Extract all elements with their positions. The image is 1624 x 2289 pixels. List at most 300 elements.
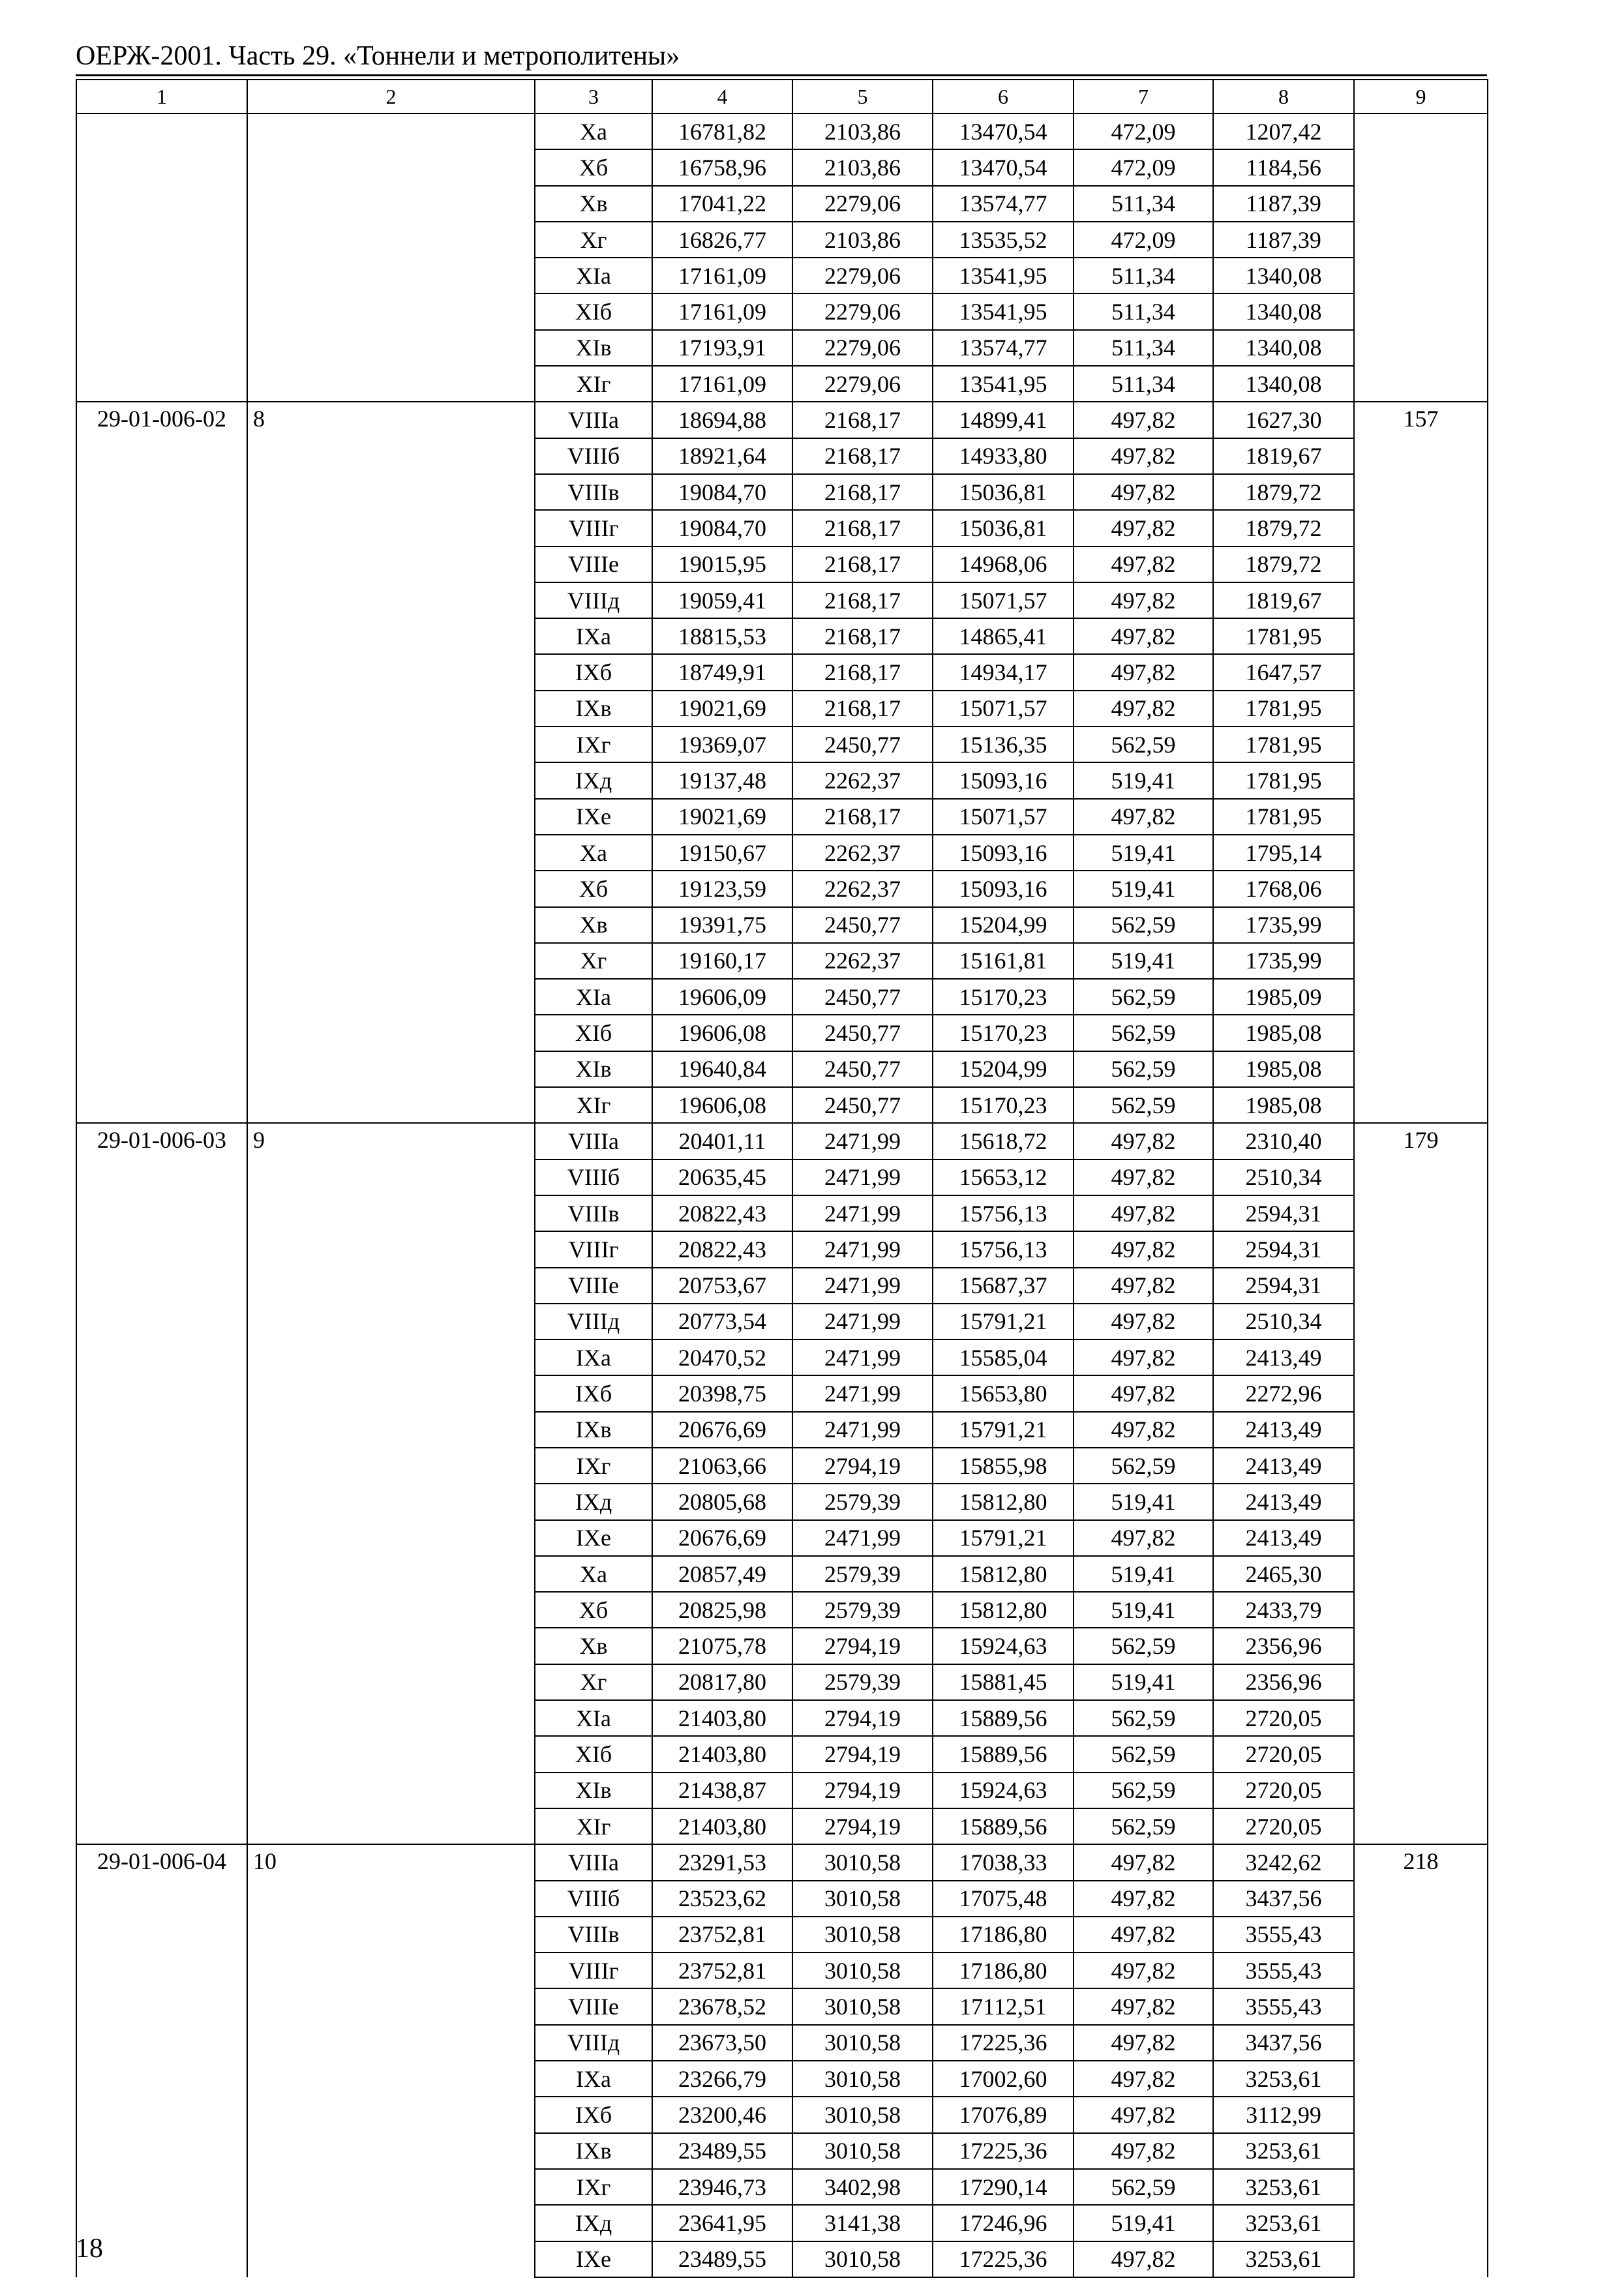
value-cell: 497,82 <box>1074 1520 1213 1556</box>
value-cell: 1879,72 <box>1213 510 1354 546</box>
value-cell: 2356,96 <box>1213 1628 1354 1664</box>
rate-code-cell <box>76 113 247 402</box>
category-cell: XIг <box>535 366 652 402</box>
value-cell: 497,82 <box>1074 799 1213 835</box>
value-cell: 497,82 <box>1074 1375 1213 1411</box>
value-cell: 15170,23 <box>933 979 1074 1015</box>
value-cell: 19640,84 <box>652 1051 792 1087</box>
value-cell: 2262,37 <box>792 943 933 979</box>
value-cell: 3253,61 <box>1213 2241 1354 2277</box>
value-cell: 1207,42 <box>1213 113 1354 149</box>
value-cell: 15924,63 <box>933 1628 1074 1664</box>
value-cell: 2594,31 <box>1213 1268 1354 1304</box>
category-cell: XIв <box>535 1773 652 1808</box>
value-cell: 15756,13 <box>933 1195 1074 1231</box>
value-cell: 2168,17 <box>792 402 933 438</box>
value-cell: 519,41 <box>1074 943 1213 979</box>
category-cell: VIIIб <box>535 438 652 474</box>
value-cell: 2450,77 <box>792 726 933 762</box>
value-cell: 15071,57 <box>933 799 1074 835</box>
table-row <box>76 113 1488 149</box>
value-cell: 23489,55 <box>652 2133 792 2169</box>
value-cell: 1735,99 <box>1213 943 1354 979</box>
value-cell: 2413,49 <box>1213 1448 1354 1484</box>
value-cell: 19606,09 <box>652 979 792 1015</box>
value-cell: 15756,13 <box>933 1231 1074 1267</box>
value-cell: 17161,09 <box>652 258 792 293</box>
value-cell: 14865,41 <box>933 618 1074 654</box>
value-cell: 15924,63 <box>933 1773 1074 1808</box>
value-cell: 19391,75 <box>652 907 792 943</box>
value-cell: 15889,56 <box>933 1700 1074 1736</box>
value-cell: 3010,58 <box>792 2241 933 2277</box>
value-cell: 15585,04 <box>933 1339 1074 1375</box>
value-cell: 2594,31 <box>1213 1231 1354 1267</box>
value-cell: 562,59 <box>1074 1808 1213 1844</box>
value-cell: 14899,41 <box>933 402 1074 438</box>
category-cell: XIг <box>535 1808 652 1844</box>
value-cell: 15093,16 <box>933 871 1074 906</box>
value-cell: 497,82 <box>1074 1881 1213 1917</box>
value-cell: 2579,39 <box>792 1556 933 1592</box>
value-cell: 23266,79 <box>652 2061 792 2097</box>
value-cell: 3253,61 <box>1213 2133 1354 2169</box>
table-row <box>76 1844 1488 1880</box>
value-cell: 497,82 <box>1074 654 1213 690</box>
value-cell: 519,41 <box>1074 2205 1213 2241</box>
value-cell: 497,82 <box>1074 510 1213 546</box>
value-cell: 1735,99 <box>1213 907 1354 943</box>
value-cell: 1627,30 <box>1213 402 1354 438</box>
value-cell: 2794,19 <box>792 1628 933 1664</box>
value-cell: 562,59 <box>1074 1087 1213 1123</box>
value-cell: 19084,70 <box>652 510 792 546</box>
category-cell: XIб <box>535 1736 652 1772</box>
value-cell: 17161,09 <box>652 366 792 402</box>
value-cell: 15791,21 <box>933 1304 1074 1339</box>
category-cell: XIб <box>535 1015 652 1051</box>
value-cell: 17161,09 <box>652 293 792 329</box>
value-cell: 18694,88 <box>652 402 792 438</box>
value-cell: 15204,99 <box>933 1051 1074 1087</box>
category-cell: XIa <box>535 979 652 1015</box>
total-cell: 179 <box>1354 1123 1488 1844</box>
value-cell: 20857,49 <box>652 1556 792 1592</box>
category-cell: Xг <box>535 222 652 258</box>
value-cell: 13574,77 <box>933 330 1074 366</box>
column-number: 8 <box>1213 80 1354 113</box>
value-cell: 1819,67 <box>1213 582 1354 618</box>
value-cell: 21403,80 <box>652 1808 792 1844</box>
category-cell: XIб <box>535 293 652 329</box>
value-cell: 1340,08 <box>1213 330 1354 366</box>
category-cell: IXг <box>535 726 652 762</box>
value-cell: 19150,67 <box>652 835 792 871</box>
category-cell: Xг <box>535 1664 652 1700</box>
value-cell: 497,82 <box>1074 1917 1213 1952</box>
value-cell: 472,09 <box>1074 113 1213 149</box>
value-cell: 21063,66 <box>652 1448 792 1484</box>
value-cell: 1985,08 <box>1213 1051 1354 1087</box>
category-cell: Xг <box>535 943 652 979</box>
value-cell: 1781,95 <box>1213 618 1354 654</box>
column-number: 6 <box>933 80 1074 113</box>
value-cell: 3010,58 <box>792 1881 933 1917</box>
value-cell: 3402,98 <box>792 2169 933 2205</box>
value-cell: 15071,57 <box>933 582 1074 618</box>
column-number: 1 <box>76 80 247 113</box>
value-cell: 17041,22 <box>652 186 792 222</box>
value-cell: 17225,36 <box>933 2133 1074 2169</box>
value-cell: 1781,95 <box>1213 762 1354 798</box>
value-cell: 2262,37 <box>792 835 933 871</box>
value-cell: 2310,40 <box>1213 1123 1354 1159</box>
value-cell: 15204,99 <box>933 907 1074 943</box>
value-cell: 20817,80 <box>652 1664 792 1700</box>
value-cell: 2450,77 <box>792 1087 933 1123</box>
value-cell: 2262,37 <box>792 762 933 798</box>
value-cell: 13541,95 <box>933 366 1074 402</box>
value-cell: 1768,06 <box>1213 871 1354 906</box>
value-cell: 19369,07 <box>652 726 792 762</box>
category-cell: VIIIд <box>535 582 652 618</box>
value-cell: 17076,89 <box>933 2097 1074 2132</box>
value-cell: 562,59 <box>1074 1773 1213 1808</box>
category-cell: IXд <box>535 762 652 798</box>
value-cell: 2168,17 <box>792 474 933 510</box>
value-cell: 20825,98 <box>652 1592 792 1628</box>
value-cell: 3010,58 <box>792 1844 933 1880</box>
page-number: 18 <box>76 2234 103 2264</box>
category-cell: VIIIa <box>535 402 652 438</box>
value-cell: 2103,86 <box>792 149 933 185</box>
value-cell: 19160,17 <box>652 943 792 979</box>
value-cell: 17193,91 <box>652 330 792 366</box>
category-cell: VIIIa <box>535 1123 652 1159</box>
value-cell: 20822,43 <box>652 1231 792 1267</box>
item-number-cell: 9 <box>247 1123 535 1844</box>
category-cell: IXб <box>535 2097 652 2132</box>
value-cell: 497,82 <box>1074 2061 1213 2097</box>
value-cell: 20822,43 <box>652 1195 792 1231</box>
category-cell: IXa <box>535 1339 652 1375</box>
value-cell: 497,82 <box>1074 1339 1213 1375</box>
value-cell: 20805,68 <box>652 1484 792 1519</box>
value-cell: 13574,77 <box>933 186 1074 222</box>
value-cell: 3010,58 <box>792 2061 933 2097</box>
value-cell: 519,41 <box>1074 762 1213 798</box>
value-cell: 15855,98 <box>933 1448 1074 1484</box>
value-cell: 497,82 <box>1074 402 1213 438</box>
value-cell: 3010,58 <box>792 1917 933 1952</box>
category-cell: Xб <box>535 1592 652 1628</box>
value-cell: 23752,81 <box>652 1917 792 1952</box>
value-cell: 13541,95 <box>933 258 1074 293</box>
value-cell: 2471,99 <box>792 1520 933 1556</box>
value-cell: 3141,38 <box>792 2205 933 2241</box>
value-cell: 3010,58 <box>792 2097 933 2132</box>
value-cell: 1340,08 <box>1213 258 1354 293</box>
value-cell: 2413,49 <box>1213 1520 1354 1556</box>
value-cell: 2465,30 <box>1213 1556 1354 1592</box>
value-cell: 2279,06 <box>792 330 933 366</box>
value-cell: 2579,39 <box>792 1592 933 1628</box>
value-cell: 511,34 <box>1074 293 1213 329</box>
value-cell: 2794,19 <box>792 1700 933 1736</box>
value-cell: 497,82 <box>1074 1844 1213 1880</box>
category-cell: XIг <box>535 1087 652 1123</box>
value-cell: 497,82 <box>1074 691 1213 726</box>
value-cell: 21403,80 <box>652 1736 792 1772</box>
value-cell: 2450,77 <box>792 979 933 1015</box>
column-number-row <box>76 80 1488 113</box>
rates-table <box>76 79 1488 2278</box>
category-cell: XIa <box>535 1700 652 1736</box>
value-cell: 2272,96 <box>1213 1375 1354 1411</box>
value-cell: 2579,39 <box>792 1664 933 1700</box>
category-cell: IXе <box>535 799 652 835</box>
value-cell: 2794,19 <box>792 1736 933 1772</box>
value-cell: 2720,05 <box>1213 1773 1354 1808</box>
value-cell: 1985,08 <box>1213 1015 1354 1051</box>
value-cell: 2510,34 <box>1213 1304 1354 1339</box>
value-cell: 2433,79 <box>1213 1592 1354 1628</box>
value-cell: 519,41 <box>1074 1592 1213 1628</box>
value-cell: 20398,75 <box>652 1375 792 1411</box>
value-cell: 2579,39 <box>792 1484 933 1519</box>
value-cell: 2450,77 <box>792 1015 933 1051</box>
category-cell: IXв <box>535 2133 652 2169</box>
category-cell: VIIIв <box>535 1917 652 1952</box>
value-cell: 3010,58 <box>792 1988 933 2024</box>
value-cell: 17002,60 <box>933 2061 1074 2097</box>
value-cell: 2794,19 <box>792 1773 933 1808</box>
value-cell: 2471,99 <box>792 1304 933 1339</box>
value-cell: 15093,16 <box>933 835 1074 871</box>
value-cell: 21075,78 <box>652 1628 792 1664</box>
value-cell: 3437,56 <box>1213 2025 1354 2061</box>
value-cell: 511,34 <box>1074 258 1213 293</box>
category-cell: VIIIб <box>535 1881 652 1917</box>
rate-code-cell: 29-01-006-02 <box>76 402 247 1123</box>
value-cell: 2413,49 <box>1213 1412 1354 1448</box>
value-cell: 2471,99 <box>792 1268 933 1304</box>
value-cell: 497,82 <box>1074 546 1213 582</box>
value-cell: 2720,05 <box>1213 1736 1354 1772</box>
rates-table-container <box>76 79 1487 2278</box>
value-cell: 497,82 <box>1074 1268 1213 1304</box>
value-cell: 23673,50 <box>652 2025 792 2061</box>
value-cell: 2720,05 <box>1213 1808 1354 1844</box>
value-cell: 497,82 <box>1074 474 1213 510</box>
value-cell: 2103,86 <box>792 113 933 149</box>
value-cell: 2168,17 <box>792 582 933 618</box>
value-cell: 19021,69 <box>652 799 792 835</box>
value-cell: 15812,80 <box>933 1556 1074 1592</box>
value-cell: 15812,80 <box>933 1484 1074 1519</box>
total-cell: 218 <box>1354 1844 1488 2277</box>
value-cell: 18921,64 <box>652 438 792 474</box>
value-cell: 21438,87 <box>652 1773 792 1808</box>
value-cell: 17225,36 <box>933 2241 1074 2277</box>
value-cell: 497,82 <box>1074 2241 1213 2277</box>
table-row <box>76 1123 1488 1159</box>
value-cell: 511,34 <box>1074 186 1213 222</box>
value-cell: 511,34 <box>1074 330 1213 366</box>
category-cell: VIIIе <box>535 1988 652 2024</box>
category-cell: VIIIa <box>535 1844 652 1880</box>
value-cell: 2471,99 <box>792 1375 933 1411</box>
value-cell: 497,82 <box>1074 1988 1213 2024</box>
value-cell: 20635,45 <box>652 1159 792 1195</box>
value-cell: 1184,56 <box>1213 149 1354 185</box>
value-cell: 562,59 <box>1074 907 1213 943</box>
value-cell: 2471,99 <box>792 1159 933 1195</box>
value-cell: 2279,06 <box>792 293 933 329</box>
category-cell: VIIIв <box>535 1195 652 1231</box>
value-cell: 20676,69 <box>652 1412 792 1448</box>
value-cell: 15036,81 <box>933 474 1074 510</box>
category-cell: IXг <box>535 1448 652 1484</box>
table-row <box>76 402 1488 438</box>
category-cell: IXa <box>535 618 652 654</box>
value-cell: 2279,06 <box>792 186 933 222</box>
value-cell: 13470,54 <box>933 113 1074 149</box>
value-cell: 17290,14 <box>933 2169 1074 2205</box>
value-cell: 497,82 <box>1074 1195 1213 1231</box>
value-cell: 2471,99 <box>792 1231 933 1267</box>
value-cell: 2471,99 <box>792 1339 933 1375</box>
category-cell: VIIIг <box>535 1952 652 1988</box>
value-cell: 20773,54 <box>652 1304 792 1339</box>
value-cell: 15812,80 <box>933 1592 1074 1628</box>
value-cell: 2413,49 <box>1213 1484 1354 1519</box>
value-cell: 3010,58 <box>792 1952 933 1988</box>
value-cell: 2450,77 <box>792 1051 933 1087</box>
category-cell: IXд <box>535 1484 652 1519</box>
value-cell: 519,41 <box>1074 871 1213 906</box>
value-cell: 13541,95 <box>933 293 1074 329</box>
header-rule <box>76 74 1487 76</box>
value-cell: 562,59 <box>1074 979 1213 1015</box>
category-cell: Xa <box>535 113 652 149</box>
value-cell: 14968,06 <box>933 546 1074 582</box>
value-cell: 3242,62 <box>1213 1844 1354 1880</box>
value-cell: 497,82 <box>1074 2133 1213 2169</box>
value-cell: 3010,58 <box>792 2025 933 2061</box>
value-cell: 519,41 <box>1074 1484 1213 1519</box>
category-cell: Xa <box>535 1556 652 1592</box>
column-number: 7 <box>1074 80 1213 113</box>
value-cell: 13470,54 <box>933 149 1074 185</box>
value-cell: 2794,19 <box>792 1808 933 1844</box>
category-cell: Xa <box>535 835 652 871</box>
value-cell: 2356,96 <box>1213 1664 1354 1700</box>
value-cell: 472,09 <box>1074 222 1213 258</box>
value-cell: 19606,08 <box>652 1015 792 1051</box>
rate-code-cell: 29-01-006-03 <box>76 1123 247 1844</box>
value-cell: 2168,17 <box>792 510 933 546</box>
value-cell: 2168,17 <box>792 654 933 690</box>
value-cell: 1187,39 <box>1213 186 1354 222</box>
value-cell: 23523,62 <box>652 1881 792 1917</box>
value-cell: 497,82 <box>1074 2025 1213 2061</box>
category-cell: IXв <box>535 1412 652 1448</box>
value-cell: 2103,86 <box>792 222 933 258</box>
value-cell: 497,82 <box>1074 1159 1213 1195</box>
value-cell: 497,82 <box>1074 1304 1213 1339</box>
value-cell: 1879,72 <box>1213 474 1354 510</box>
column-number: 5 <box>792 80 933 113</box>
category-cell: XIв <box>535 1051 652 1087</box>
value-cell: 3253,61 <box>1213 2169 1354 2205</box>
category-cell: IXв <box>535 691 652 726</box>
category-cell: XIa <box>535 258 652 293</box>
value-cell: 3253,61 <box>1213 2061 1354 2097</box>
value-cell: 1819,67 <box>1213 438 1354 474</box>
value-cell: 562,59 <box>1074 1700 1213 1736</box>
category-cell: Xв <box>535 1628 652 1664</box>
value-cell: 18749,91 <box>652 654 792 690</box>
value-cell: 562,59 <box>1074 1015 1213 1051</box>
category-cell: Xв <box>535 186 652 222</box>
value-cell: 519,41 <box>1074 835 1213 871</box>
value-cell: 511,34 <box>1074 366 1213 402</box>
value-cell: 17186,80 <box>933 1917 1074 1952</box>
value-cell: 19015,95 <box>652 546 792 582</box>
value-cell: 497,82 <box>1074 1952 1213 1988</box>
value-cell: 15161,81 <box>933 943 1074 979</box>
value-cell: 1340,08 <box>1213 293 1354 329</box>
value-cell: 1340,08 <box>1213 366 1354 402</box>
value-cell: 2262,37 <box>792 871 933 906</box>
value-cell: 16781,82 <box>652 113 792 149</box>
value-cell: 15889,56 <box>933 1736 1074 1772</box>
value-cell: 562,59 <box>1074 1628 1213 1664</box>
value-cell: 472,09 <box>1074 149 1213 185</box>
value-cell: 3437,56 <box>1213 1881 1354 1917</box>
value-cell: 15071,57 <box>933 691 1074 726</box>
value-cell: 497,82 <box>1074 582 1213 618</box>
value-cell: 2413,49 <box>1213 1339 1354 1375</box>
value-cell: 2594,31 <box>1213 1195 1354 1231</box>
value-cell: 19123,59 <box>652 871 792 906</box>
value-cell: 19059,41 <box>652 582 792 618</box>
category-cell: VIIIв <box>535 474 652 510</box>
category-cell: VIIIг <box>535 1231 652 1267</box>
value-cell: 497,82 <box>1074 1412 1213 1448</box>
category-cell: IXa <box>535 2061 652 2097</box>
value-cell: 15093,16 <box>933 762 1074 798</box>
value-cell: 15881,45 <box>933 1664 1074 1700</box>
category-cell: Xб <box>535 149 652 185</box>
value-cell: 562,59 <box>1074 726 1213 762</box>
value-cell: 17038,33 <box>933 1844 1074 1880</box>
value-cell: 2510,34 <box>1213 1159 1354 1195</box>
value-cell: 2168,17 <box>792 438 933 474</box>
value-cell: 15791,21 <box>933 1412 1074 1448</box>
category-cell: VIIIг <box>535 510 652 546</box>
category-cell: IXб <box>535 654 652 690</box>
category-cell: IXе <box>535 2241 652 2277</box>
column-number: 9 <box>1354 80 1488 113</box>
value-cell: 2794,19 <box>792 1448 933 1484</box>
value-cell: 2168,17 <box>792 546 933 582</box>
value-cell: 15791,21 <box>933 1520 1074 1556</box>
category-cell: IXе <box>535 1520 652 1556</box>
value-cell: 3555,43 <box>1213 1952 1354 1988</box>
value-cell: 2471,99 <box>792 1123 933 1159</box>
